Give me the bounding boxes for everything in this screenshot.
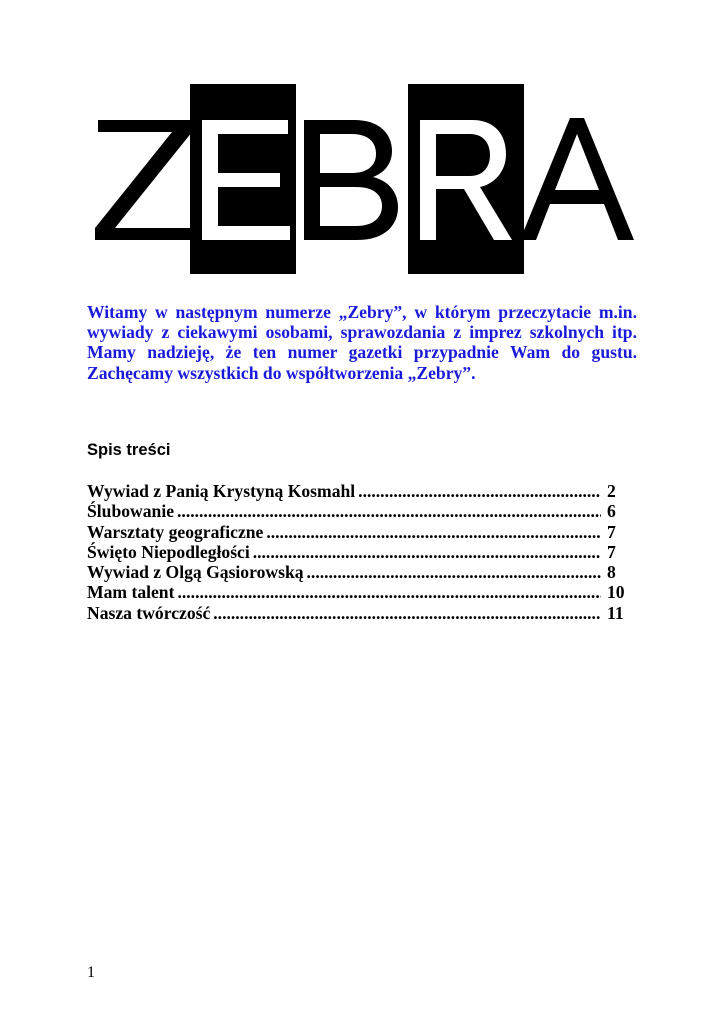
toc-dot-leader bbox=[358, 481, 601, 501]
toc-entry-title: Wywiad z Olgą Gąsiorowską bbox=[87, 562, 304, 583]
toc-entry bbox=[87, 501, 627, 521]
table-of-contents bbox=[87, 481, 627, 623]
zebra-logo-graphic bbox=[92, 84, 636, 274]
toc-entry-title: Święto Niepodległości bbox=[87, 541, 250, 562]
toc-dot-leader bbox=[266, 522, 601, 542]
toc-entry-page: 7 bbox=[607, 521, 616, 542]
intro-paragraph: Witamy w następnym numerze „Zebry”, w którym przeczytacie m.in. wywiady z ciekawymi osobami, sprawozdania z imprez szkolnych itp. Mamy nadzieję, że ten numer gazetki przypadnie Wam do gustu. Zachęcamy wszystkich do współtworzenia „Zebry”. bbox=[87, 302, 637, 383]
zebra-logo bbox=[92, 84, 636, 274]
page-number: 1 bbox=[87, 964, 95, 981]
toc-entry-page: 8 bbox=[607, 562, 616, 583]
toc-entry bbox=[87, 481, 627, 501]
toc-entry-page: 2 bbox=[607, 481, 616, 501]
toc-entry-title: Mam talent bbox=[87, 582, 175, 603]
logo-letter-z bbox=[95, 120, 192, 240]
toc-entry-title: Warsztaty geograficzne bbox=[87, 521, 264, 542]
toc-entry bbox=[87, 522, 627, 542]
toc-entry-title: Nasza twórczość bbox=[87, 602, 211, 623]
toc-entry bbox=[87, 582, 627, 602]
logo-letter-b bbox=[304, 120, 398, 240]
toc-entry-title: Ślubowanie bbox=[87, 501, 175, 522]
toc-dot-leader bbox=[213, 603, 601, 623]
toc-dot-leader bbox=[253, 542, 601, 562]
toc-entry-page: 11 bbox=[607, 602, 624, 623]
toc-entry-title: Wywiad z Panią Krystyną Kosmahl bbox=[87, 481, 356, 501]
toc-entry bbox=[87, 603, 627, 623]
toc-entry-page: 6 bbox=[607, 501, 616, 522]
toc-entry bbox=[87, 542, 627, 562]
toc-entry-page: 7 bbox=[607, 541, 616, 562]
toc-heading: Spis treści bbox=[87, 441, 171, 459]
toc-dot-leader bbox=[307, 562, 601, 582]
toc-entry bbox=[87, 562, 627, 582]
toc-entry-page: 10 bbox=[607, 582, 625, 603]
toc-dot-leader bbox=[177, 501, 601, 521]
toc-dot-leader bbox=[177, 582, 601, 602]
logo-letter-a bbox=[520, 118, 634, 240]
